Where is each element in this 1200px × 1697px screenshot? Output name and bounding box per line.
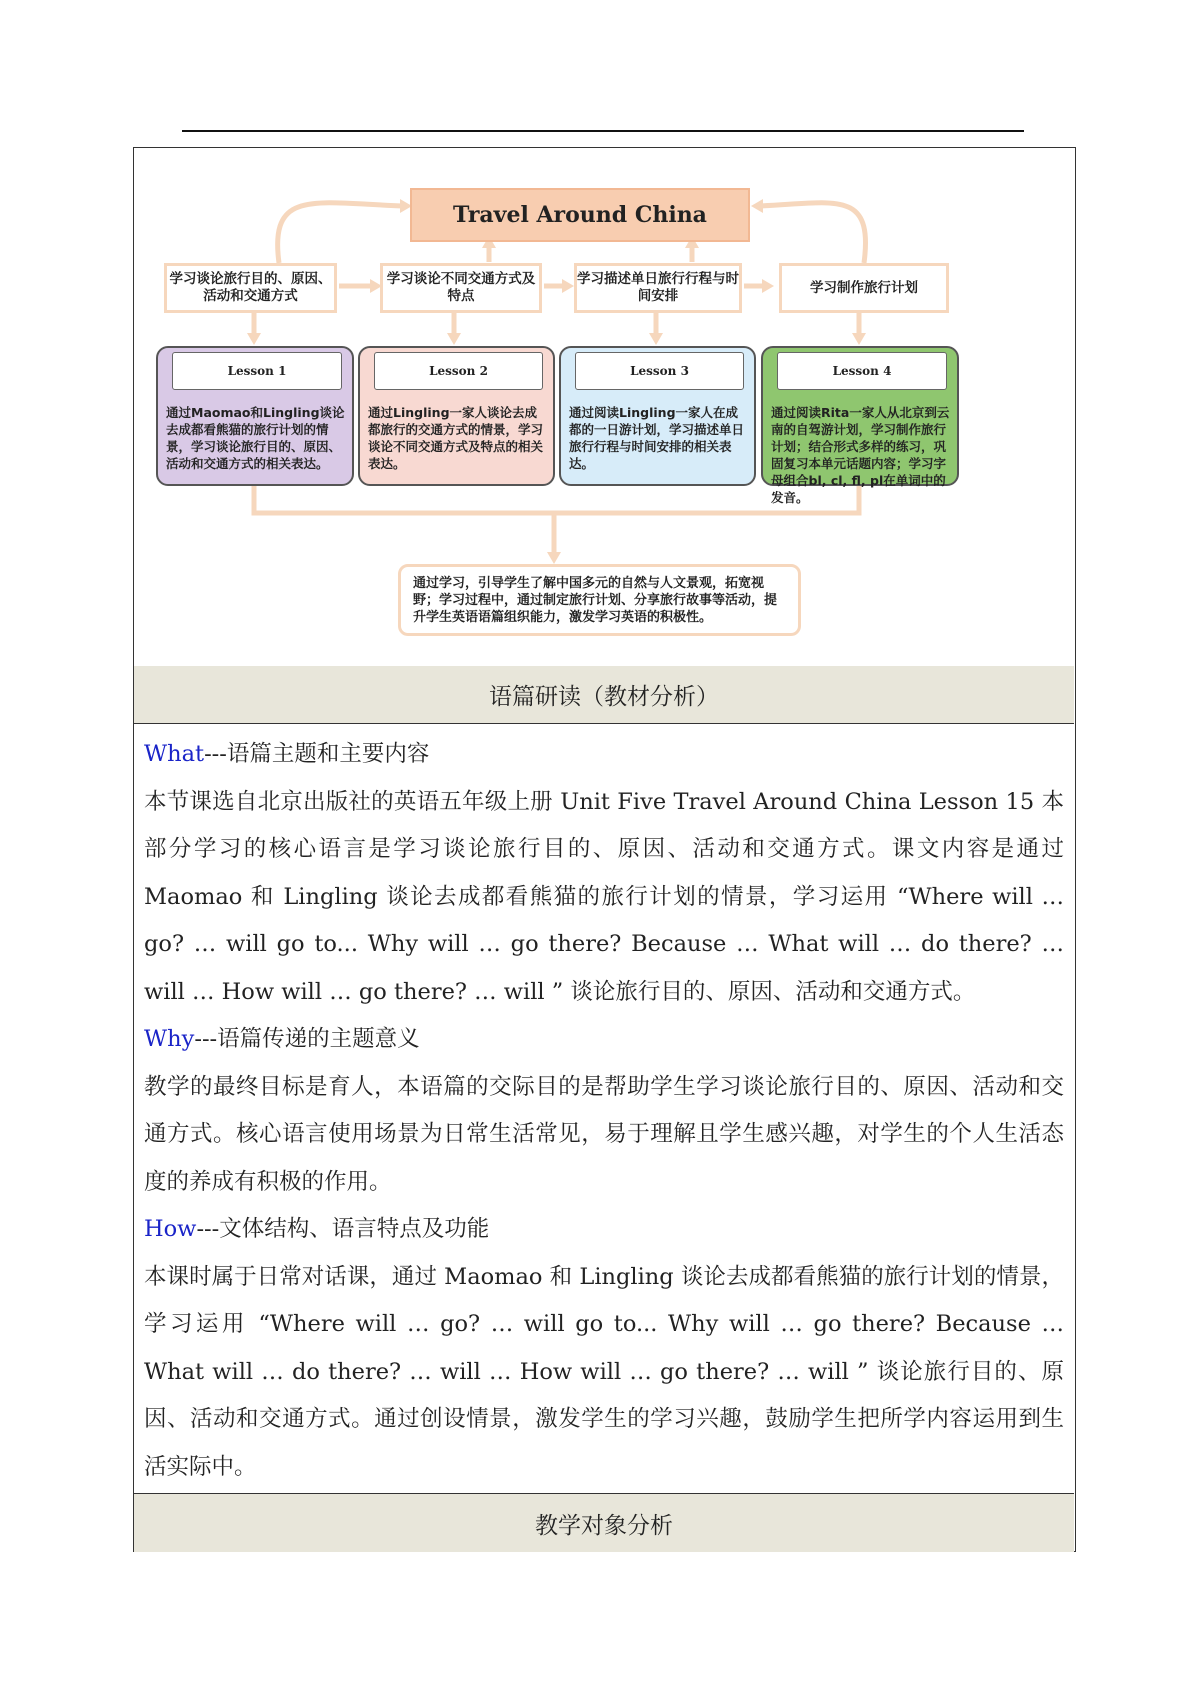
goal-box-1: 学习谈论旅行目的、原因、活动和交通方式 bbox=[164, 263, 337, 313]
what-heading-text: ---语篇主题和主要内容 bbox=[204, 741, 430, 767]
lesson-description: 通过阅读Rita一家人从北京到云南的自驾游计划，学习制作旅行计划；结合形式多样的练习，巩固复习本单元话题内容；学习字母组合bl, cl, fl, pl在单词中的发音。 bbox=[771, 405, 950, 505]
lesson-title: Lesson 3 bbox=[575, 352, 744, 390]
goal-box-4: 学习制作旅行计划 bbox=[779, 263, 949, 313]
lesson-title: Lesson 2 bbox=[374, 352, 543, 390]
how-heading-text: ---文体结构、语言特点及功能 bbox=[196, 1216, 490, 1242]
how-body: 本课时属于日常对话课，通过 Maomao 和 Lingling 谈论去成都看熊猫的旅行计划的情景，学习运用 “Where will … go? … will go to... Why will … go there? Because … What will … do there? … will … How will … go there? … will ” 谈论旅行目的、原因、活动和交通方式。通过创设情景，激发学生的学习兴趣，鼓励学生把所学内容运用到生活实际中。 bbox=[144, 1263, 1064, 1480]
why-body: 教学的最终目标是育人，本语篇的交际目的是帮助学生学习谈论旅行目的、原因、活动和交通方式。核心语言使用场景为日常生活常见，易于理解且学生感兴趣，对学生的个人生活态度的养成有积极的作用。 bbox=[144, 1073, 1064, 1195]
section-header-text-analysis: 语篇研读（教材分析） bbox=[134, 666, 1074, 724]
lesson-card-4 bbox=[761, 346, 959, 505]
lesson-description: 通过阅读Lingling一家人在成都的一日游计划，学习描述单日旅行行程与时间安排的相关表达。 bbox=[569, 405, 745, 471]
lesson-title: Lesson 1 bbox=[172, 352, 342, 390]
how-heading bbox=[144, 1206, 1064, 1254]
why-heading-text: ---语篇传递的主题意义 bbox=[194, 1026, 420, 1052]
diagram-title: Travel Around China bbox=[410, 188, 750, 242]
what-keyword: What bbox=[144, 741, 205, 767]
how-keyword: How bbox=[144, 1216, 197, 1242]
what-heading bbox=[144, 731, 1064, 779]
lesson-description: 通过Lingling一家人谈论去成都旅行的交通方式的情景，学习谈论不同交通方式及特点的相关表达。 bbox=[368, 405, 544, 471]
what-body: 本节课选自北京出版社的英语五年级上册 Unit Five Travel Around China Lesson 15 本部分学习的核心语言是学习谈论旅行目的、原因、活动和交通方式。课文内容是通过 Maomao 和 Lingling 谈论去成都看熊猫的旅行计划的情景，学习运用 “Where will … go? … will go to... Why will … go there? Because … What will … do there? … will … How will … go there? … will ” 谈论旅行目的、原因、活动和交通方式。 bbox=[144, 788, 1064, 1005]
goal-box-2: 学习谈论不同交通方式及特点 bbox=[380, 263, 542, 313]
why-keyword: Why bbox=[144, 1026, 195, 1052]
section-header-student-analysis: 教学对象分析 bbox=[134, 1493, 1074, 1552]
lesson-description: 通过Maomao和Lingling谈论去成都看熊猫的旅行计划的情景，学习谈论旅行目的、原因、活动和交通方式的相关表达。 bbox=[166, 405, 345, 471]
loop-left bbox=[278, 203, 404, 263]
text-analysis-content bbox=[144, 731, 1064, 1491]
unit-summary-box: 通过学习，引导学生了解中国多元的自然与人文景观，拓宽视野；学习过程中，通过制定旅行计划、分享旅行故事等活动，提升学生英语语篇组织能力，激发学习英语的积极性。 bbox=[398, 564, 801, 636]
why-heading bbox=[144, 1016, 1064, 1064]
lesson-card-2 bbox=[358, 346, 555, 486]
unit-structure-diagram bbox=[134, 148, 1074, 667]
loop-right bbox=[759, 203, 866, 263]
goal-box-3: 学习描述单日旅行行程与时间安排 bbox=[574, 263, 742, 313]
lesson-card-1 bbox=[156, 346, 354, 486]
lesson-title: Lesson 4 bbox=[777, 352, 947, 390]
top-rule bbox=[182, 130, 1024, 132]
lesson-card-3 bbox=[559, 346, 756, 486]
lesson-plan-table bbox=[133, 147, 1076, 1552]
